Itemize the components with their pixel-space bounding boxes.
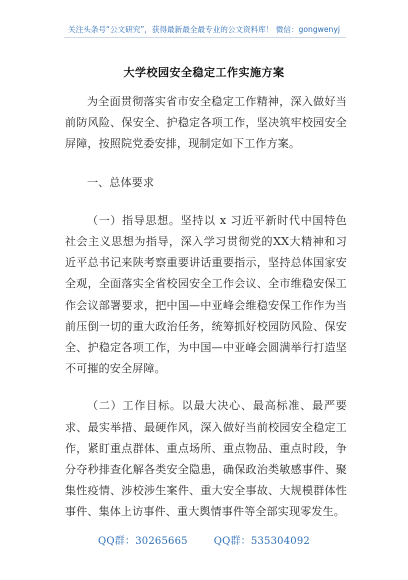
qq-group-2: QQ群：535304092 xyxy=(213,536,310,547)
qq-group-1: QQ群：30265665 xyxy=(98,536,188,547)
work-goals-paragraph: （二）工作目标。以最大决心、最高标准、最严要求、最实举措、最硬作风，深入做好当前校园安全稳定工作，紧盯重点群体、重点场所、重点物品、重点时段，争分夺秒排查化解各类安全隐患，确保政治类敏感事件、聚集性疫情、涉校涉生案件、重大安全事故、大规模群体性事件、集体上访事件、重大舆情事件等全部实现零发生。 xyxy=(65,399,347,519)
intro-paragraph: 为全面贯彻落实省市安全稳定工作精神，深入做好当前防风险、保安全、护稳定各项工作，坚决筑牢校园安全屏障，按照院党委安排，现制定如下工作方案。 xyxy=(65,95,347,151)
document-title: 大学校园安全稳定工作实施方案 xyxy=(123,66,285,79)
document-body xyxy=(65,91,347,523)
header-note: 关注头条号“公文研究”，获得最新最全最专业的公文资料库！ 微信：gongwenyj xyxy=(68,25,340,34)
section-heading: 一、总体要求 xyxy=(87,175,155,189)
guiding-thought-paragraph: （一）指导思想。坚持以 x 习近平新时代中国特色社会主义思想为指导，深入学习贯彻党的XX大精神和习近平总书记来陕考察重要讲话重要指示，坚持总体国家安全观，全面落实全省校园安全工作会议、全市维稳安保工作会议部署要求，把中国—中亚峰会维稳安保工作作为当前压倒一切的重大政治任务，统筹抓好校园防风险、保安全、护稳定各项工作，为中国—中亚峰会圆满举行打造坚不可摧的安全屏障。 xyxy=(65,213,347,376)
footer-qq-groups xyxy=(0,532,408,547)
header-divider xyxy=(64,37,346,38)
